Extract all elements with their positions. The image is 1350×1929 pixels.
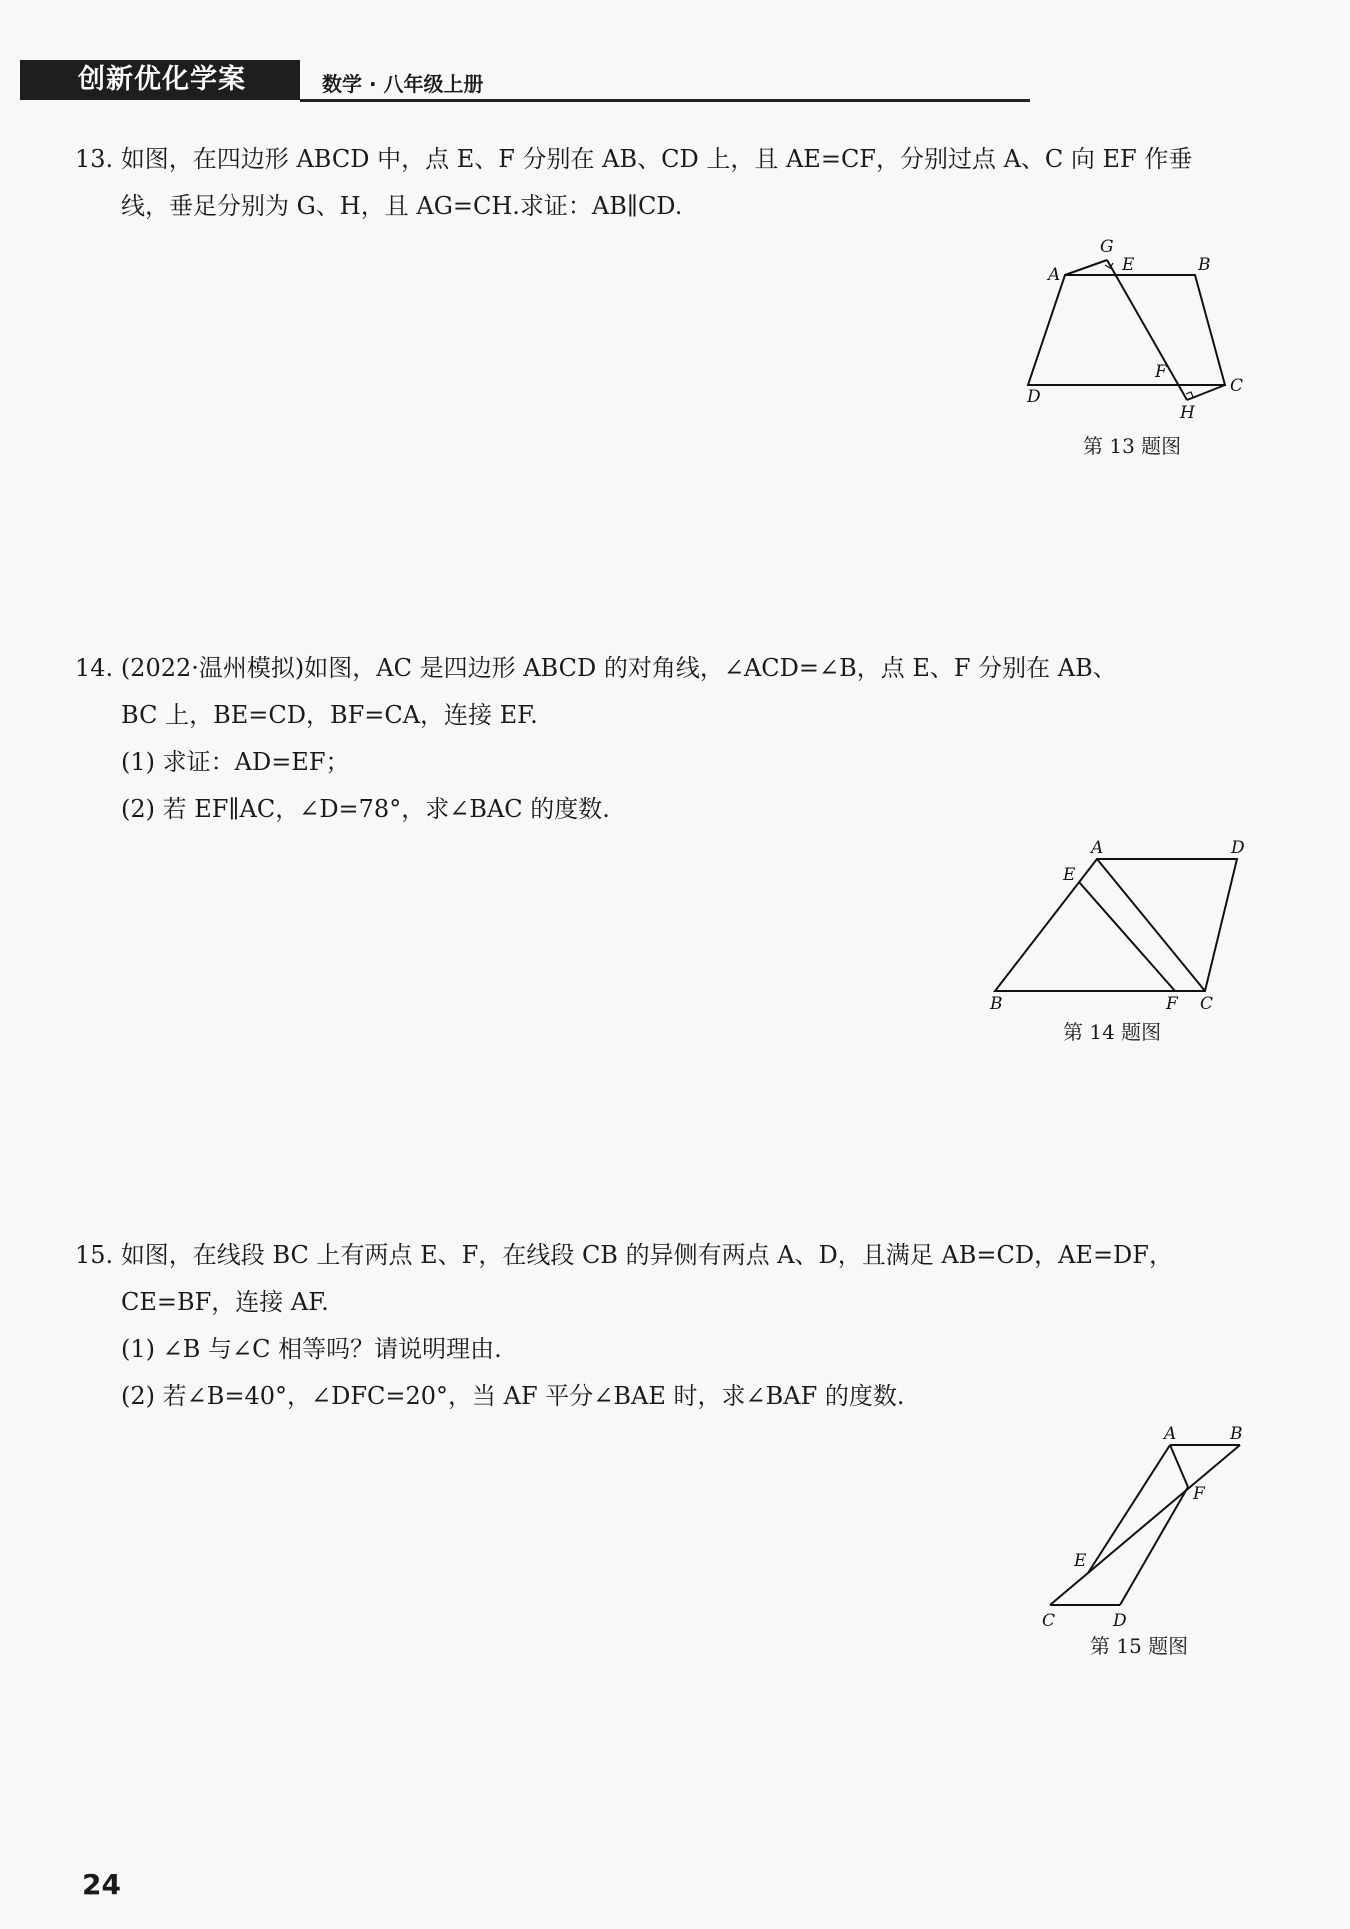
fig13-label-e: E xyxy=(1122,255,1135,275)
problem-13-line-1 xyxy=(75,136,1255,183)
fig15-label-b: B xyxy=(1230,1424,1243,1444)
problem-15-text-1: 如图，在线段 BC 上有两点 E、F，在线段 CB 的异侧有两点 A、D，且满足 AB=CD，AE=DF， xyxy=(120,1241,1173,1269)
fig13-label-f: F xyxy=(1155,362,1167,382)
problem-14-part-1: (1) 求证：AD=EF； xyxy=(121,748,350,776)
fig14-label-e: E xyxy=(1063,865,1076,885)
problem-14-line-1 xyxy=(75,645,1255,692)
problem-13 xyxy=(75,136,1255,230)
problem-13-number: 13. xyxy=(75,145,114,173)
figure-14-diagram xyxy=(985,838,1255,1015)
problem-14-number: 14. xyxy=(75,654,114,682)
fig13-label-d: D xyxy=(1027,387,1041,407)
fig14-label-a: A xyxy=(1091,838,1104,858)
problem-14 xyxy=(75,645,1255,833)
figure-15 xyxy=(1040,1424,1250,1631)
fig15-label-c: C xyxy=(1042,1611,1056,1631)
fig13-label-c: C xyxy=(1230,376,1244,396)
fig15-label-f: F xyxy=(1193,1484,1205,1504)
fig13-label-b: B xyxy=(1198,255,1211,275)
fig14-label-b: B xyxy=(990,994,1003,1014)
subject-title: 数学 · 八年级上册 xyxy=(322,72,484,96)
brand-title: 创新优化学案 xyxy=(20,60,300,100)
problem-14-part-2: (2) 若 EF∥AC，∠D=78°，求∠BAC 的度数. xyxy=(121,795,610,823)
figure-13-caption: 第 13 题图 xyxy=(1083,434,1182,458)
page-header xyxy=(20,60,1030,100)
problem-15 xyxy=(75,1232,1255,1420)
problem-15-part-2: (2) 若∠B=40°，∠DFC=20°，当 AF 平分∠BAE 时，求∠BAF 的度数. xyxy=(121,1382,905,1410)
fig15-label-d: D xyxy=(1113,1611,1127,1631)
header-rule xyxy=(300,99,1030,102)
fig14-label-d: D xyxy=(1231,838,1245,858)
fig13-label-h: H xyxy=(1180,403,1195,423)
figure-13 xyxy=(1010,230,1250,430)
fig14-label-c: C xyxy=(1200,994,1214,1014)
fig13-label-g: G xyxy=(1100,237,1114,257)
problem-15-text-2: CE=BF，连接 AF. xyxy=(121,1288,329,1316)
fig15-label-a: A xyxy=(1164,1424,1177,1444)
figure-14-caption: 第 14 题图 xyxy=(1063,1020,1162,1044)
problem-15-part-1: (1) ∠B 与∠C 相等吗？请说明理由. xyxy=(121,1335,502,1363)
problem-13-text-1: 如图，在四边形 ABCD 中，点 E、F 分别在 AB、CD 上，且 AE=CF，分别过点 A、C 向 EF 作垂 xyxy=(120,145,1193,173)
figure-15-caption: 第 15 题图 xyxy=(1090,1634,1189,1658)
problem-15-number: 15. xyxy=(75,1241,114,1269)
fig13-label-a: A xyxy=(1048,265,1061,285)
problem-14-text-1: (2022·温州模拟)如图，AC 是四边形 ABCD 的对角线，∠ACD=∠B，点 E、F 分别在 AB、 xyxy=(120,654,1117,682)
figure-13-diagram xyxy=(1010,230,1250,430)
figure-14 xyxy=(985,838,1255,1015)
problem-15-line-1 xyxy=(75,1232,1255,1279)
problem-13-text-2: 线，垂足分别为 G、H，且 AG=CH.求证：AB∥CD. xyxy=(121,192,683,220)
fig15-label-e: E xyxy=(1074,1551,1087,1571)
figure-15-diagram xyxy=(1040,1424,1250,1631)
fig14-label-f: F xyxy=(1166,994,1178,1014)
problem-14-text-2: BC 上，BE=CD，BF=CA，连接 EF. xyxy=(121,701,538,729)
page-number: 24 xyxy=(82,1868,121,1901)
